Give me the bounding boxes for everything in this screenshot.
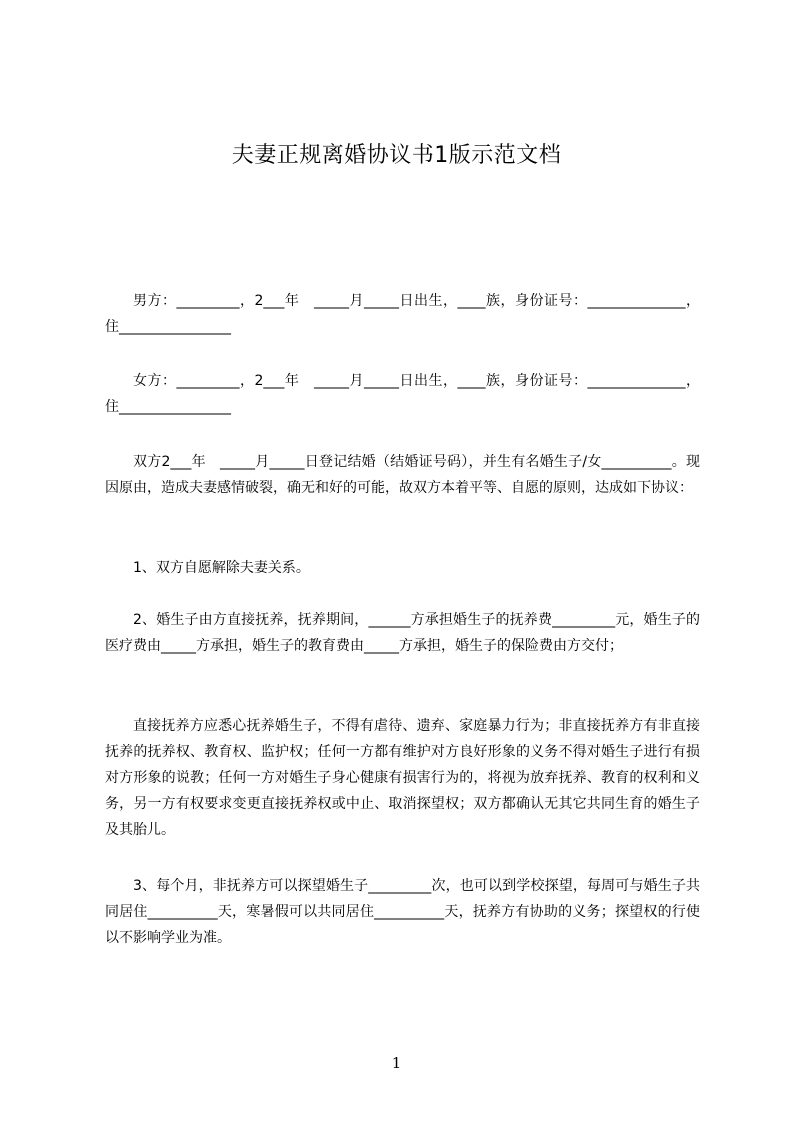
paragraph-clause-1: 1、双方自愿解除夫妻关系。	[133, 560, 310, 576]
paragraph-male-party: 男方：_________，2___年 _____月_____日出生，____族，身份证号：______________，住________________	[105, 293, 700, 335]
page-number: 1	[391, 1054, 402, 1072]
paragraph-clause-3: 3、每个月，非抚养方可以探望婚生子_________次，也可以到学校探望，每周可与婚生子共同居住__________天，寒暑假可以共同居住__________天，抚养方有协助的义务；探望权的行使以不影响学业为准。	[105, 878, 700, 946]
document-title: 夫妻正规离婚协议书1版示范文档	[231, 143, 562, 168]
paragraph-marriage-info: 双方2___年 _____月_____日登记结婚（结婚证号码），并生有名婚生子/女__________。现因原由，造成夫妻感情破裂，确无和好的可能，故双方本着平等、自愿的原则，达成如下协议：	[105, 454, 700, 496]
paragraph-female-party: 女方：_________，2___年 _____月_____日出生，____族，身份证号：______________，住________________	[105, 373, 700, 415]
paragraph-custody-duties: 直接抚养方应悉心抚养婚生子，不得有虐待、遗弃、家庭暴力行为；非直接抚养方有非直接抚养的抚养权、教育权、监护权；任何一方都有维护对方良好形象的义务不得对婚生子进行有损对方形象的说教；任何一方对婚生子身心健康有损害行为的，将视为放弃抚养、教育的权利和义务，另一方有权要求变更直接抚养权或中止、取消探望权；双方都确认无其它共同生育的婚生子及其胎儿。	[105, 718, 700, 838]
paragraph-clause-2: 2、婚生子由方直接抚养，抚养期间，______方承担婚生子的抚养费_________元，婚生子的医疗费由_____方承担，婚生子的教育费由_____方承担，婚生子的保险费由方交付；	[105, 612, 700, 654]
